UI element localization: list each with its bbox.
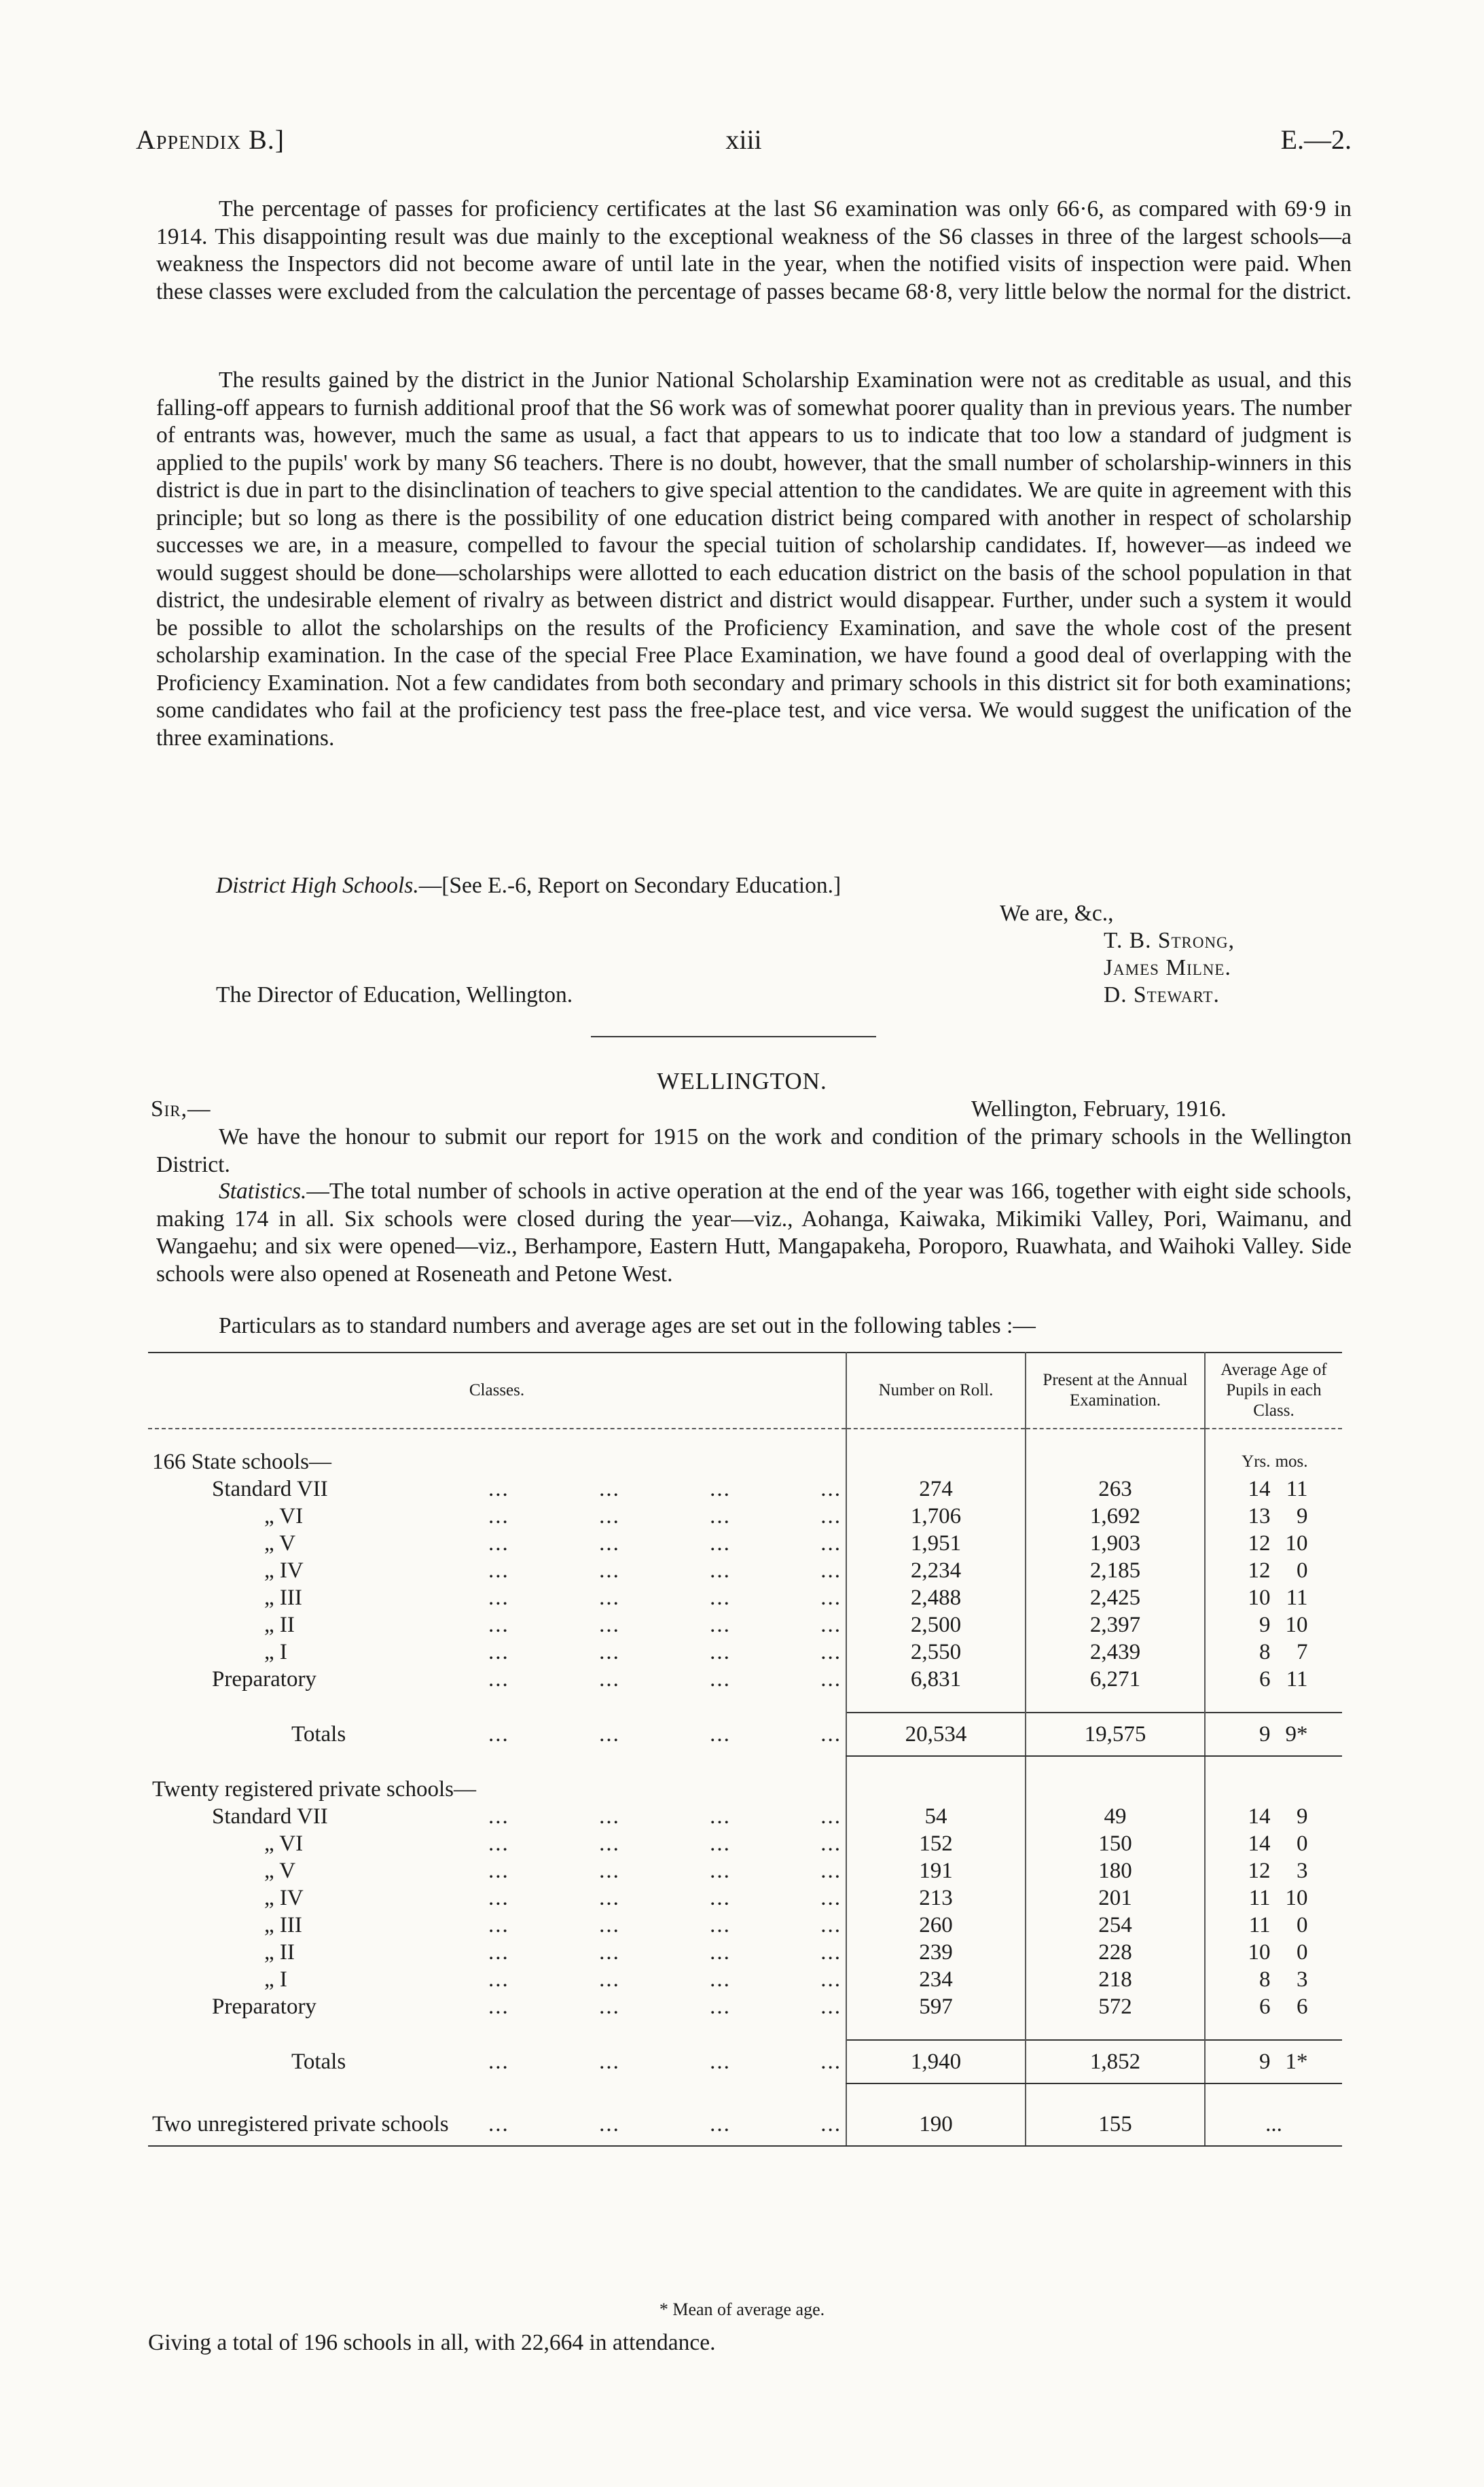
roll-cell: 2,550 <box>846 1639 1026 1666</box>
present-cell: 2,439 <box>1026 1639 1205 1666</box>
section-divider <box>591 1036 876 1037</box>
row-label: 166 State schools— <box>152 1450 331 1474</box>
present-cell: 572 <box>1026 1993 1205 2020</box>
spacer <box>1205 2083 1342 2103</box>
roll-cell: 2,488 <box>846 1584 1026 1611</box>
present-total: 19,575 <box>1026 1713 1205 1756</box>
spacer <box>846 1756 1026 1776</box>
roll-cell: 274 <box>846 1475 1026 1503</box>
leader-dots: ... ... ... ... <box>488 1477 841 1501</box>
closing: We are, &c., <box>1000 901 1114 926</box>
dhs-label: District High Schools. <box>216 873 419 898</box>
table-row <box>148 1584 1342 1611</box>
present-cell: 1,692 <box>1026 1503 1205 1530</box>
average-age: 11 10 <box>1205 1884 1342 1912</box>
present-cell: 2,397 <box>1026 1611 1205 1639</box>
summary-line: Giving a total of 196 schools in all, with 22,664 in attendance. <box>148 2330 716 2355</box>
present-cell: 6,271 <box>1026 1666 1205 1693</box>
present-cell: 49 <box>1026 1803 1205 1830</box>
row-label: „ I ... ... ... ... <box>264 1967 841 1992</box>
present-total: 1,852 <box>1026 2040 1205 2083</box>
row-label: Standard VII ... ... ... ... <box>212 1804 841 1829</box>
row-label: Preparatory ... ... ... ... <box>212 1994 841 2019</box>
table-body <box>148 1429 1342 2146</box>
age-units: Yrs. mos. <box>1205 1448 1342 1475</box>
header-present: Present at the Annual Examination. <box>1026 1353 1205 1429</box>
roll-cell: 6,831 <box>846 1666 1026 1693</box>
row-label: „ I ... ... ... ... <box>264 1640 841 1664</box>
row-label: Standard VII ... ... ... ... <box>212 1477 841 1501</box>
roll-cell: 191 <box>846 1857 1026 1884</box>
spacer <box>1026 2083 1205 2103</box>
appendix-label: Appendix B.] <box>136 124 285 155</box>
present-cell: 218 <box>1026 1966 1205 1993</box>
present-cell: 1,903 <box>1026 1530 1205 1557</box>
leader-dots: ... ... ... ... <box>488 1558 841 1583</box>
spacer <box>846 2083 1026 2103</box>
spacer <box>1205 1693 1342 1713</box>
average-age: 10 11 <box>1205 1584 1342 1611</box>
row-label: Totals ... ... ... ... <box>291 1722 841 1747</box>
row-label: „ VI ... ... ... ... <box>264 1504 841 1528</box>
leader-dots: ... ... ... ... <box>488 1531 841 1556</box>
paragraph-proficiency: The percentage of passes for proficiency certificates at the last S6 examination was only 66·6, as compared with 69·9 in 1914. This disappointing result was due mainly to the exceptional weakness of the S6 classes in three of the largest schools—a weakness the Inspectors did not become aware of until late in the year, when the notified visits of inspection were paid. When these classes were excluded from the calculation the percentage of passes became 68·8, very little below the normal for the district. <box>156 196 1352 304</box>
average-age: 6 6 <box>1205 1993 1342 2020</box>
leader-dots: ... ... ... ... <box>488 1994 841 2019</box>
leader-dots: ... ... ... ... <box>488 2112 841 2136</box>
roll-cell <box>846 1776 1026 1803</box>
table-row <box>148 1884 1342 1912</box>
table-row <box>148 1912 1342 1939</box>
addressee: The Director of Education, Wellington. <box>216 982 573 1007</box>
leader-dots: ... ... ... ... <box>488 1804 841 1829</box>
district-high-schools-note <box>216 873 841 899</box>
table-row <box>148 1611 1342 1639</box>
leader-dots: ... ... ... ... <box>488 2050 841 2074</box>
roll-cell: 54 <box>846 1803 1026 1830</box>
present-cell: 228 <box>1026 1939 1205 1966</box>
roll-cell: 152 <box>846 1830 1026 1857</box>
header-roll: Number on Roll. <box>846 1353 1026 1429</box>
leader-dots: ... ... ... ... <box>488 1859 841 1883</box>
leader-dots: ... ... ... ... <box>488 1667 841 1692</box>
row-label: „ II ... ... ... ... <box>264 1613 841 1637</box>
present-cell: 201 <box>1026 1884 1205 1912</box>
average-age: 14 0 <box>1205 1830 1342 1857</box>
spacer-row <box>148 1756 1342 1776</box>
roll-cell: 190 <box>846 2103 1026 2146</box>
present-cell <box>1026 1448 1205 1475</box>
average-age: 13 9 <box>1205 1503 1342 1530</box>
roll-cell: 260 <box>846 1912 1026 1939</box>
leader-dots: ... ... ... ... <box>488 1722 841 1747</box>
table-footnote: * Mean of average age. <box>659 2300 825 2319</box>
unregistered-row <box>148 2103 1342 2146</box>
roll-cell <box>846 1448 1026 1475</box>
statistics-text: —The total number of schools in active operation at the end of the year was 166, together with eight side schools, making 174 in all. Six schools were closed during the year—viz., Aohanga, Kaiwaka, Mikimiki Valley, Pori, Waimanu, and Wangaehu; and six were opened—viz., Berhampore, Eastern Hutt, Mangapakeha, Poroporo, Ruawhata, and Waihoki Valley. Side schools were also opened at Roseneath and Petone West. <box>156 1179 1352 1287</box>
spacer-row <box>148 2083 1342 2103</box>
roll-cell: 2,234 <box>846 1557 1026 1584</box>
average-age: 9 9* <box>1205 1713 1342 1756</box>
section-title: WELLINGTON. <box>657 1068 827 1094</box>
header-age: Average Age of Pupils in each Class. <box>1205 1353 1342 1429</box>
spacer <box>148 2083 846 2103</box>
paragraph-scholarship: The results gained by the district in the Junior National Scholarship Examination were not as creditable as usual, and this falling-off appears to furnish additional proof that the S6 work was of somewhat poorer quality than in previous years. The number of entrants was, however, much the same as usual, a fact that appears to us to indicate that too low a standard of judgment is applied to the pupils' work by many S6 teachers. There is no doubt, however, that the small number of scholarship-winners in this district is due in part to the disinclination of teachers to give special attention to the candidates. We are quite in agreement with this principle; but so long as there is the possibility of one education district being compared with another in respect of scholarship successes we are, in a measure, compelled to favour the special tuition of scholarship candidates. If, however—as indeed we would suggest should be done—scholarships were allotted to each education district on the basis of the school population in that district, the undesirable element of rivalry as between district and district would disappear. Further, under such a system it would be possible to allot the scholarships on the results of the Proficiency Examination, and save the whole cost of the present scholarship examination. In the case of the special Free Place Examination, we have found a good deal of overlapping with the Proficiency Examination. Not a few candidates from both secondary and primary schools in this district sit for both examinations; some candidates who fail at the proficiency test pass the free-place test, and vice versa. We would suggest the unification of the three examinations. <box>156 368 1352 751</box>
page-header <box>136 124 1352 164</box>
row-label: „ VI ... ... ... ... <box>264 1831 841 1856</box>
group-heading-row <box>148 1776 1342 1803</box>
table-row <box>148 1966 1342 1993</box>
paragraph-table-intro: Particulars as to standard numbers and average ages are set out in the following tables :— <box>219 1313 1036 1338</box>
present-cell: 263 <box>1026 1475 1205 1503</box>
statistics-label: Statistics. <box>219 1179 307 1204</box>
leader-dots: ... ... ... ... <box>488 1831 841 1856</box>
table-row <box>148 1857 1342 1884</box>
table-header-row <box>148 1353 1342 1429</box>
leader-dots: ... ... ... ... <box>488 1504 841 1528</box>
present-cell <box>1026 1776 1205 1803</box>
table-row <box>148 1639 1342 1666</box>
signatory-1: T. B. Strong, <box>1104 928 1235 953</box>
roll-cell: 1,951 <box>846 1530 1026 1557</box>
leader-dots: ... ... ... ... <box>488 1913 841 1937</box>
document-code: E.—2. <box>1280 124 1352 155</box>
leader-dots: ... ... ... ... <box>488 1940 841 1965</box>
average-age: 9 10 <box>1205 1611 1342 1639</box>
present-cell: 150 <box>1026 1830 1205 1857</box>
spacer <box>1026 1693 1205 1713</box>
spacer <box>846 1693 1026 1713</box>
roll-cell: 597 <box>846 1993 1026 2020</box>
roll-cell: 234 <box>846 1966 1026 1993</box>
age-cell: ... <box>1205 2103 1342 2146</box>
salutation: Sir,— <box>151 1096 211 1122</box>
table-row <box>148 1530 1342 1557</box>
row-label: „ IV ... ... ... ... <box>264 1886 841 1910</box>
spacer <box>1026 2020 1205 2040</box>
table-row <box>148 1939 1342 1966</box>
row-label: „ III ... ... ... ... <box>264 1913 841 1937</box>
spacer-row <box>148 2020 1342 2040</box>
table-row <box>148 1803 1342 1830</box>
spacer <box>1205 2020 1342 2040</box>
row-label: „ IV ... ... ... ... <box>264 1558 841 1583</box>
roll-total: 20,534 <box>846 1713 1026 1756</box>
leader-dots: ... ... ... ... <box>488 1586 841 1610</box>
spacer <box>1205 1756 1342 1776</box>
signatory-3: D. Stewart. <box>1104 982 1220 1007</box>
leader-dots: ... ... ... ... <box>488 1613 841 1637</box>
table-row <box>148 1666 1342 1693</box>
row-label: Two unregistered private schools ... ... ... ... <box>148 2103 846 2146</box>
dhs-text: —[See E.-6, Report on Secondary Education.] <box>418 873 841 898</box>
totals-row <box>148 2040 1342 2083</box>
age-cell <box>1205 1776 1342 1803</box>
page-number: xiii <box>725 124 762 155</box>
row-label: „ V ... ... ... ... <box>264 1531 841 1556</box>
row-label: Totals ... ... ... ... <box>291 2050 841 2074</box>
table-row <box>148 1503 1342 1530</box>
row-label: „ III ... ... ... ... <box>264 1586 841 1610</box>
present-cell: 2,425 <box>1026 1584 1205 1611</box>
spacer <box>148 1756 846 1776</box>
header-classes: Classes. <box>469 1381 525 1399</box>
paragraph-intro: We have the honour to submit our report for 1915 on the work and condition of the primary schools in the Wellington District. <box>156 1124 1352 1177</box>
leader-dots: ... ... ... ... <box>488 1640 841 1664</box>
row-label: „ II ... ... ... ... <box>264 1940 841 1965</box>
average-age: 14 11 <box>1205 1475 1342 1503</box>
group-heading-row <box>148 1448 1342 1475</box>
present-cell: 155 <box>1026 2103 1205 2146</box>
row-label: Preparatory ... ... ... ... <box>212 1667 841 1692</box>
table-row <box>148 1993 1342 2020</box>
spacer-row <box>148 1693 1342 1713</box>
average-age: 6 11 <box>1205 1666 1342 1693</box>
spacer <box>148 2020 846 2040</box>
roll-total: 1,940 <box>846 2040 1026 2083</box>
totals-row <box>148 1713 1342 1756</box>
leader-dots: ... ... ... ... <box>488 1967 841 1992</box>
average-age: 12 0 <box>1205 1557 1342 1584</box>
average-age: 9 1* <box>1205 2040 1342 2083</box>
spacer <box>846 2020 1026 2040</box>
average-age: 8 7 <box>1205 1639 1342 1666</box>
roll-cell: 213 <box>846 1884 1026 1912</box>
spacer <box>1026 1756 1205 1776</box>
paragraph-statistics <box>156 1178 1352 1288</box>
leader-dots: ... ... ... ... <box>488 1886 841 1910</box>
report-date: Wellington, February, 1916. <box>971 1096 1227 1122</box>
row-label: „ V ... ... ... ... <box>264 1859 841 1883</box>
roll-cell: 239 <box>846 1939 1026 1966</box>
table-row <box>148 1557 1342 1584</box>
average-age: 11 0 <box>1205 1912 1342 1939</box>
classes-table <box>148 1352 1342 2147</box>
roll-cell: 2,500 <box>846 1611 1026 1639</box>
average-age: 12 10 <box>1205 1530 1342 1557</box>
average-age: 12 3 <box>1205 1857 1342 1884</box>
present-cell: 180 <box>1026 1857 1205 1884</box>
average-age: 14 9 <box>1205 1803 1342 1830</box>
table-row <box>148 1830 1342 1857</box>
present-cell: 254 <box>1026 1912 1205 1939</box>
table-row <box>148 1475 1342 1503</box>
spacer <box>148 1693 846 1713</box>
present-cell: 2,185 <box>1026 1557 1205 1584</box>
average-age: 10 0 <box>1205 1939 1342 1966</box>
average-age: 8 3 <box>1205 1966 1342 1993</box>
row-label: Twenty registered private schools— <box>152 1777 476 1802</box>
roll-cell: 1,706 <box>846 1503 1026 1530</box>
signatory-2: James Milne. <box>1104 955 1231 980</box>
